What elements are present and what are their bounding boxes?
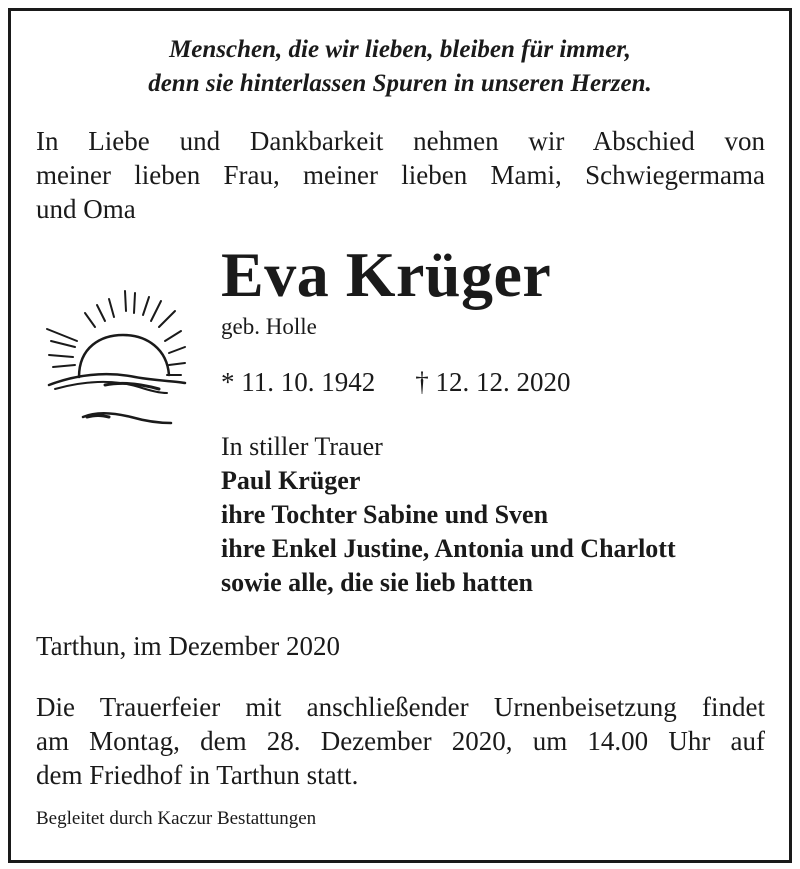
quote-line: denn sie hinterlassen Spuren in unseren Herzen. bbox=[148, 70, 652, 97]
intro-line: meiner lieben Frau, meiner lieben Mami, Schwiegermama bbox=[36, 160, 765, 190]
intro-line: und Oma bbox=[36, 194, 136, 224]
mourner-name: sowie alle, die sie lieb hatten bbox=[221, 568, 533, 597]
place-and-date: Tarthun, im Dezember 2020 bbox=[36, 631, 341, 661]
undertaker-credit: Begleitet durch Kaczur Bestattungen bbox=[36, 808, 317, 829]
life-dates bbox=[221, 365, 571, 399]
intro-line: In Liebe und Dankbarkeit nehmen wir Abschied von bbox=[36, 126, 765, 156]
ceremony-info bbox=[36, 690, 765, 792]
quote-line: Menschen, die wir lieben, bleiben für immer, bbox=[169, 36, 631, 63]
mourners-block bbox=[221, 430, 676, 600]
sunset-over-hills-icon bbox=[35, 277, 195, 437]
mourners-heading: In stiller Trauer bbox=[221, 432, 383, 461]
death-date: † 12. 12. 2020 bbox=[415, 367, 571, 397]
maiden-name: geb. Holle bbox=[221, 314, 317, 339]
mourner-name: ihre Tochter Sabine und Sven bbox=[221, 500, 549, 529]
farewell-intro bbox=[36, 124, 765, 226]
ceremony-line: dem Friedhof in Tarthun statt. bbox=[36, 760, 359, 790]
deceased-name: Eva Krüger bbox=[221, 239, 552, 310]
birth-date: * 11. 10. 1942 bbox=[221, 367, 376, 397]
mourner-name: ihre Enkel Justine, Antonia und Charlott bbox=[221, 534, 676, 563]
memorial-quote bbox=[11, 33, 789, 101]
mourner-name: Paul Krüger bbox=[221, 466, 361, 495]
obituary-frame bbox=[8, 8, 792, 863]
ceremony-line: Die Trauerfeier mit anschließender Urnenbeisetzung findet bbox=[36, 692, 765, 722]
ceremony-line: am Montag, dem 28. Dezember 2020, um 14.00 Uhr auf bbox=[36, 726, 765, 756]
